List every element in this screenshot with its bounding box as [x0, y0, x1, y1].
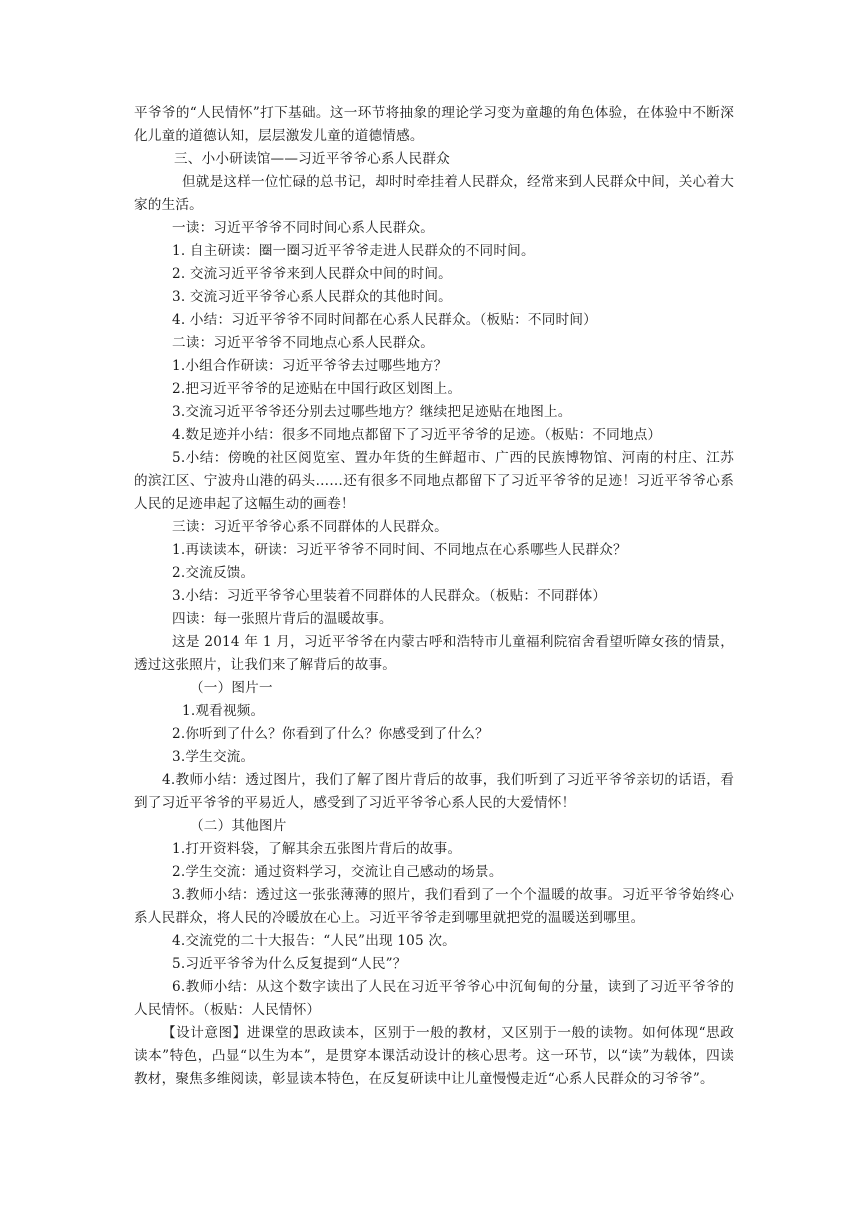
- picture-one-step-4: 4.教师小结：透过图片，我们了解了图片背后的故事，我们听到了习近平爷爷亲切的话语，看到了习近平爷爷的平易近人，感受到了习近平爷爷心系人民的大爱情怀！: [134, 772, 734, 811]
- other-pictures-step-4: 4.交流党的二十大报告：“人民”出现 105 次。: [172, 933, 456, 949]
- reading-one-step-2: 2. 交流习近平爷爷来到人民群众中间的时间。: [172, 266, 452, 282]
- paragraph-intro-continuation: 平爷爷的“人民情怀”打下基础。这一环节将抽象的理论学习变为童趣的角色体验，在体验中不断深化儿童的道德认知，层层激发儿童的道德情感。: [134, 105, 734, 144]
- reading-two-step-4: 4.数足迹并小结：很多不同地点都留下了习近平爷爷的足迹。（板贴：不同地点）: [172, 427, 662, 443]
- picture-one-step-2: 2.你听到了什么？你看到了什么？你感受到了什么？: [172, 726, 489, 742]
- reading-three-heading: 三读：习近平爷爷心系不同群体的人民群众。: [172, 519, 448, 535]
- other-pictures-step-6: 6.教师小结：从这个数字读出了人民在习近平爷爷心中沉甸甸的分量，读到了习近平爷爷的人民情怀。（板贴：人民情怀）: [134, 979, 734, 1018]
- reading-two-heading: 二读：习近平爷爷不同地点心系人民群众。: [172, 335, 435, 351]
- document-body: [134, 102, 734, 1091]
- reading-two-step-1: 1.小组合作研读：习近平爷爷去过哪些地方？: [172, 358, 448, 374]
- reading-three-step-3: 3.小结：习近平爷爷心里装着不同群体的人民群众。（板贴：不同群体）: [172, 588, 607, 604]
- reading-one-step-4: 4. 小结：习近平爷爷不同时间都在心系人民群众。（板贴：不同时间）: [172, 312, 597, 328]
- section-heading-reading-hall: 三、小小研读馆——习近平爷爷心系人民群众: [174, 151, 450, 167]
- reading-two-step-3: 3.交流习近平爷爷还分别去过哪些地方？继续把足迹贴在地图上。: [172, 404, 572, 420]
- paragraph-section-intro: 但就是这样一位忙碌的总书记，却时时牵挂着人民群众，经常来到人民群众中间，关心着大家的生活。: [134, 174, 734, 213]
- reading-one-heading: 一读：习近平爷爷不同时间心系人民群众。: [172, 220, 435, 236]
- reading-one-step-1: 1. 自主研读：圈一圈习近平爷爷走进人民群众的不同时间。: [172, 243, 535, 259]
- reading-three-step-1: 1.再读读本，研读：习近平爷爷不同时间、不同地点在心系哪些人民群众？: [172, 542, 627, 558]
- reading-four-intro: 这是 2014 年 1 月，习近平爷爷在内蒙古呼和浩特市儿童福利院宿舍看望听障女孩的情景，透过这张照片，让我们来了解背后的故事。: [134, 634, 734, 673]
- other-pictures-step-2: 2.学生交流：通过资料学习，交流让自己感动的场景。: [172, 864, 503, 880]
- other-pictures-step-3: 3.教师小结：透过这一张张薄薄的照片，我们看到了一个个温暖的故事。习近平爷爷始终心系人民群众，将人民的冷暖放在心上。习近平爷爷走到哪里就把党的温暖送到哪里。: [134, 887, 734, 926]
- reading-four-heading: 四读：每一张照片背后的温暖故事。: [172, 611, 393, 627]
- reading-one-step-3: 3. 交流习近平爷爷心系人民群众的其他时间。: [172, 289, 452, 305]
- picture-one-step-3: 3.学生交流。: [172, 749, 255, 765]
- other-pictures-heading: （二）其他图片: [190, 818, 287, 834]
- reading-three-step-2: 2.交流反馈。: [172, 565, 255, 581]
- reading-two-step-5: 5.小结：傍晚的社区阅览室、置办年货的生鲜超市、广西的民族博物馆、河南的村庄、江苏的滨江区、宁波舟山港的码头……还有很多不同地点都留下了习近平爷爷的足迹！习近平爷爷心系人民的足迹串起了这幅生动的画卷！: [134, 450, 734, 512]
- other-pictures-step-5: 5.习近平爷爷为什么反复提到“人民”？: [172, 956, 407, 972]
- design-intent-paragraph: 【设计意图】进课堂的思政读本，区别于一般的教材，又区别于一般的读物。如何体现“思政读本”特色，凸显“以生为本”，是贯穿本课活动设计的核心思考。这一环节，以“读”为载体，四读教材，聚焦多维阅读，彰显读本特色，在反复研读中让儿童慢慢走近“心系人民群众的习爷爷”。: [134, 1025, 734, 1087]
- other-pictures-step-1: 1.打开资料袋，了解其余五张图片背后的故事。: [172, 841, 462, 857]
- picture-one-heading: （一）图片一: [190, 680, 273, 696]
- picture-one-step-1: 1.观看视频。: [182, 703, 265, 719]
- reading-two-step-2: 2.把习近平爷爷的足迹贴在中国行政区划图上。: [172, 381, 462, 397]
